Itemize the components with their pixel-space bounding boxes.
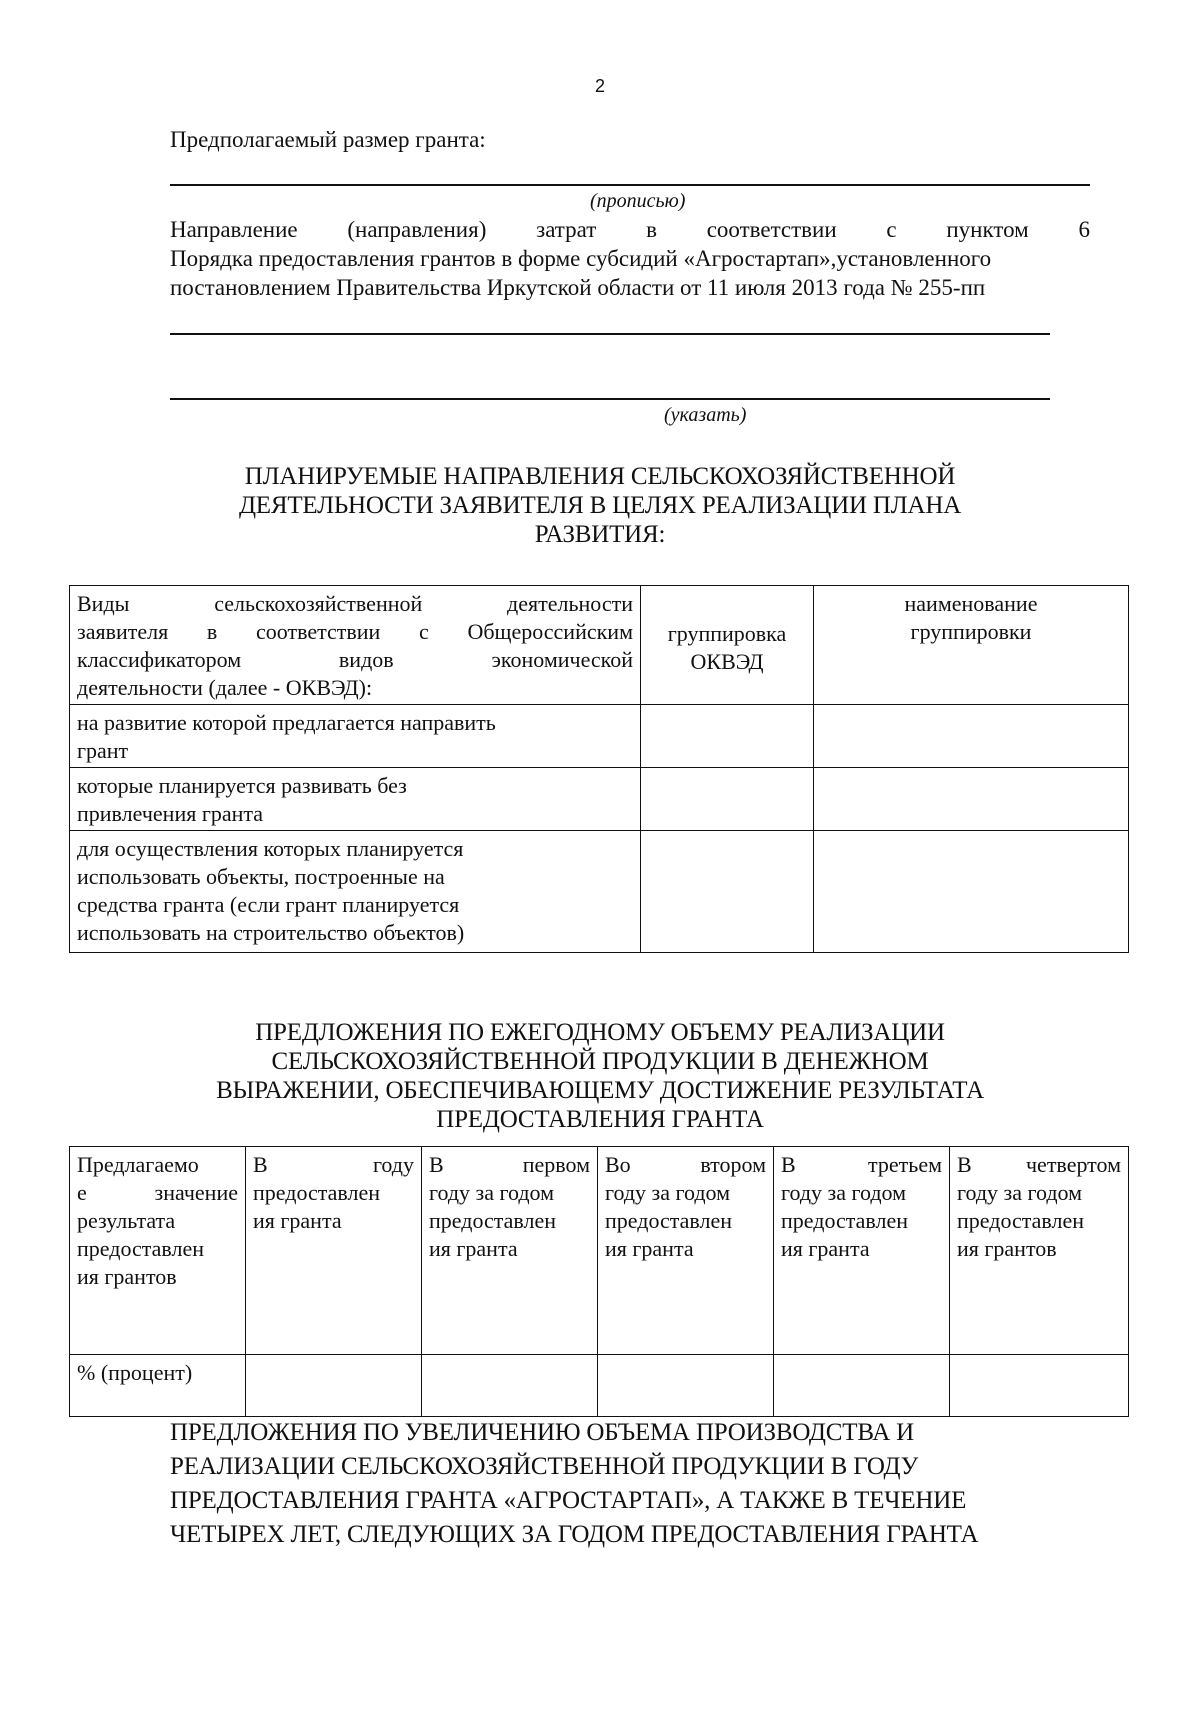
section1-title-line: ДЕЯТЕЛЬНОСТИ ЗАЯВИТЕЛЯ В ЦЕЛЯХ РЕАЛИЗАЦИИ ПЛАНА [238,492,962,519]
table-cell [641,831,814,953]
section2-title-line: СЕЛЬСКОХОЗЯЙСТВЕННОЙ ПРОДУКЦИИ В ДЕНЕЖНОМ [271,1048,929,1075]
table-cell [422,1355,598,1417]
table-cell [641,768,814,831]
table-cell [70,831,641,953]
cell-line: ОКВЭД [690,649,764,674]
direction-word: затрат [536,217,597,242]
table-cell [814,768,1129,831]
table-cell [814,705,1129,768]
cell-line: предоставлен [429,1208,557,1233]
cell-line: группировки [910,619,1032,644]
cell-line: ия гранта [781,1236,870,1261]
sales-volume-table [69,1146,1129,1417]
grant-size-line [170,184,1090,186]
section3-title-line: ПРЕДОСТАВЛЕНИЯ ГРАНТА «АГРОСТАРТАП», А ТАКЖЕ В ТЕЧЕНИЕ [170,1487,967,1514]
direction-word: пунктом [946,217,1029,242]
table-header-cell [774,1147,950,1355]
table-row [70,705,1129,768]
table-row [70,768,1129,831]
section2-title-line: ПРЕДОСТАВЛЕНИЯ ГРАНТА [436,1106,764,1133]
direction-word: соответствии [706,217,837,242]
grant-size-label: Предполагаемый размер гранта: [170,127,486,152]
cell-line: е значение [77,1180,238,1205]
table-cell [70,705,641,768]
cell-line: предоставлен [957,1208,1085,1233]
cell-line: ия грантов [77,1264,177,1289]
cell-line: году за годом [429,1180,555,1205]
section1-title-line: ПЛАНИРУЕМЫЕ НАПРАВЛЕНИЯ СЕЛЬСКОХОЗЯЙСТВЕННОЙ [244,463,956,490]
direction-word: (направления) [347,217,487,242]
table-header-cell [70,586,641,705]
cell-line: для осуществления которых планируется [77,836,464,861]
table-cell [641,705,814,768]
cell-line: ия гранта [605,1236,694,1261]
section1-title [150,462,1050,549]
direction-line-3: постановлением Правительства Иркутской области от 11 июля 2013 года № 255-пп [170,275,986,300]
cell-line: году за годом [605,1180,731,1205]
cell-line: предоставлен [781,1208,909,1233]
cell-line: предоставлен [253,1180,381,1205]
section3-title [170,1416,1180,1552]
table-row [70,1355,1129,1417]
section3-title-line: РЕАЛИЗАЦИИ СЕЛЬСКОХОЗЯЙСТВЕННОЙ ПРОДУКЦИИ В ГОДУ [170,1453,919,1480]
cell-line: В первом [429,1152,590,1177]
direction-line-2: Порядка предоставления грантов в форме субсидий «Агростартап»,установленного [170,246,992,271]
direction-word: Направление [170,217,298,242]
section3-title-line: ЧЕТЫРЕХ ЛЕТ, СЛЕДУЮЩИХ ЗА ГОДОМ ПРЕДОСТАВЛЕНИЯ ГРАНТА [170,1521,979,1548]
cell-line: Виды сельскохозяйственной деятельности [77,591,633,616]
table-header-cell [246,1147,422,1355]
table-header-cell [422,1147,598,1355]
direction-word: с [886,217,897,242]
cell-line: предоставлен [77,1236,205,1261]
cell-line: заявителя в соответствии с Общероссийским [77,619,633,644]
cell-line: деятельности (далее - ОКВЭД): [77,675,373,700]
direction-line-blank-2 [170,398,1050,400]
cell-line: результата [77,1208,176,1233]
direction-line-blank-1 [170,333,1050,335]
table-cell [950,1355,1129,1417]
table-row [70,1147,1129,1355]
table-cell [598,1355,774,1417]
cell-line: ия грантов [957,1236,1057,1261]
cell-line: ия гранта [429,1236,518,1261]
cell-line: использовать объекты, построенные на [77,864,445,889]
specify-hint: (указать) [664,404,747,426]
table-header-cell [950,1147,1129,1355]
cell-line: на развитие которой предлагается направить [77,710,496,735]
cell-line: использовать на строительство объектов) [77,920,465,945]
activities-table [69,585,1129,953]
page-number: 2 [594,76,605,96]
table-cell [814,831,1129,953]
cell-line: В году [253,1152,414,1177]
cell-line: предоставлен [605,1208,733,1233]
section2-title [130,1018,1070,1134]
table-cell: % (процент) [70,1355,246,1417]
table-cell [246,1355,422,1417]
direction-word: в [646,217,657,242]
cell-line: грант [77,738,129,763]
cell-line: которые планируется развивать без [77,773,407,798]
table-row [70,831,1129,953]
direction-line-1 [170,216,1090,244]
table-header-cell [598,1147,774,1355]
cell-line: привлечения гранта [77,801,264,826]
section2-title-line: ПРЕДЛОЖЕНИЯ ПО ЕЖЕГОДНОМУ ОБЪЕМУ РЕАЛИЗАЦИИ [255,1019,945,1046]
grant-size-hint: (прописью) [590,190,686,212]
section1-title-line: РАЗВИТИЯ: [534,521,666,548]
cell-line: В четвертом [957,1152,1121,1177]
table-cell [70,768,641,831]
table-header-cell [814,586,1129,705]
section2-title-line: ВЫРАЖЕНИИ, ОБЕСПЕЧИВАЮЩЕМУ ДОСТИЖЕНИЕ РЕЗУЛЬТАТА [216,1077,984,1104]
table-header-cell [70,1147,246,1355]
cell-line: средства гранта (если грант планируется [77,892,460,917]
cell-line: классификатором видов экономической [77,647,633,672]
cell-line: ия гранта [253,1208,342,1233]
direction-word: 6 [1078,217,1090,242]
cell-line: Во втором [605,1152,766,1177]
cell-line: году за годом [781,1180,907,1205]
cell-line: году за годом [957,1180,1083,1205]
cell-line: наименование [904,591,1038,616]
table-row [70,586,1129,705]
section3-title-line: ПРЕДЛОЖЕНИЯ ПО УВЕЛИЧЕНИЮ ОБЪЕМА ПРОИЗВОДСТВА И [170,1419,914,1446]
table-header-cell [641,586,814,705]
cell-line: В третьем [781,1152,942,1177]
cell-line: Предлагаемо [77,1152,199,1177]
cell-line: группировка [667,621,787,646]
table-cell [774,1355,950,1417]
